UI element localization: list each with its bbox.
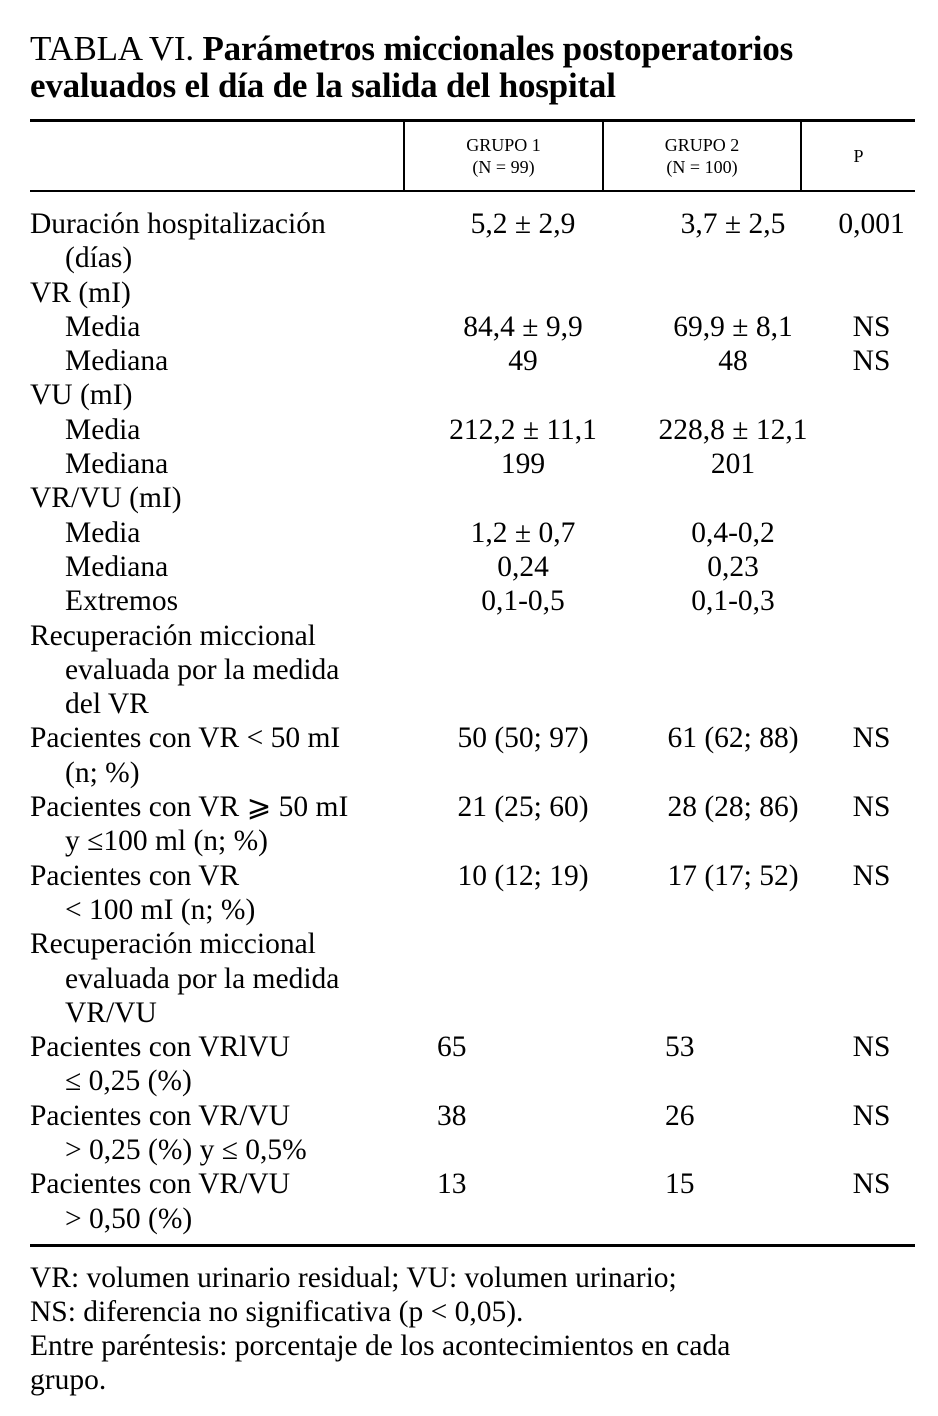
- footnote-line: Entre paréntesis: porcentaje de los acontecimientos en cada: [30, 1330, 731, 1362]
- row-label: [30, 790, 408, 859]
- row-label: [30, 378, 408, 412]
- group-1-value: [408, 276, 638, 310]
- row-label: [30, 927, 408, 1030]
- row-label-line: VR (mI): [30, 276, 131, 309]
- group-1-value: 0,1-0,5: [481, 585, 565, 618]
- footnote-line: VR: volumen urinario residual; VU: volumen urinario;: [30, 1262, 677, 1294]
- group-2-name: GRUPO 2: [664, 135, 740, 155]
- row-label: [30, 1099, 408, 1168]
- group-2-value: 17 (17; 52): [667, 859, 799, 892]
- row-label: [30, 859, 408, 928]
- row-label-line: Media: [65, 516, 141, 549]
- group-1-n: (N = 99): [472, 157, 535, 177]
- group-1-value: 13: [437, 1168, 467, 1201]
- header-group-2: [604, 121, 800, 191]
- table-row: [30, 481, 915, 515]
- row-label: [30, 276, 408, 310]
- group-1-value: 0,24: [497, 550, 549, 583]
- group-2-value: 228,8 ± 12,1: [658, 413, 808, 446]
- row-label-line: > 0,25 (%) y ≤ 0,5%: [65, 1134, 307, 1167]
- row-label-line: Mediana: [65, 345, 169, 378]
- group-2-value: [638, 276, 828, 310]
- table-row: [30, 378, 915, 412]
- group-2-value: 0,1-0,3: [691, 585, 775, 618]
- row-label-line: < 100 mI (n; %): [65, 893, 256, 926]
- row-label: [30, 413, 408, 447]
- p-value: [828, 619, 915, 722]
- row-label-line: Pacientes con VRlVU: [30, 1031, 290, 1064]
- table-row: [30, 1167, 915, 1236]
- table-number: TABLA VI.: [30, 29, 194, 68]
- header-p: [802, 121, 915, 191]
- row-label-line: VU (mI): [30, 379, 133, 412]
- group-2-value: 53: [665, 1031, 695, 1064]
- group-1-value: 49: [508, 345, 538, 378]
- row-label-line: evaluada por la medida: [65, 653, 340, 686]
- table-row: [30, 1030, 915, 1099]
- group-2-value: [638, 927, 828, 1030]
- table-row: [30, 207, 915, 276]
- data-table: [30, 207, 915, 1236]
- table-row: [30, 276, 915, 310]
- p-value: [828, 481, 915, 515]
- p-value: [828, 584, 915, 618]
- group-1-value: [408, 619, 638, 722]
- table-row: [30, 721, 915, 790]
- row-label: [30, 447, 408, 481]
- p-value: NS: [852, 345, 891, 378]
- row-label-line: Pacientes con VR ⩾ 50 mI: [30, 791, 349, 824]
- p-value: NS: [852, 310, 891, 343]
- row-label: [30, 721, 408, 790]
- bottom-rule: [30, 1244, 915, 1247]
- row-label: [30, 207, 408, 276]
- group-1-value: 1,2 ± 0,7: [470, 516, 576, 549]
- group-2-value: 26: [665, 1099, 695, 1132]
- row-label-line: Mediana: [65, 550, 169, 583]
- table-body: [30, 207, 915, 1236]
- p-value: NS: [852, 791, 891, 824]
- table-row: [30, 584, 915, 618]
- p-value: [828, 276, 915, 310]
- row-label-line: VR/VU: [65, 996, 157, 1029]
- p-value: NS: [852, 1031, 891, 1064]
- row-label: [30, 310, 408, 344]
- row-label: [30, 1030, 408, 1099]
- table-row: [30, 310, 915, 344]
- group-2-value: 61 (62; 88): [667, 722, 799, 755]
- row-label-line: Duración hospitalización: [30, 208, 326, 240]
- group-1-value: 65: [437, 1031, 467, 1064]
- group-1-name: GRUPO 1: [466, 135, 541, 155]
- group-1-value: 84,4 ± 9,9: [463, 310, 583, 343]
- group-2-value: 15: [665, 1168, 695, 1201]
- group-1-value: 38: [437, 1099, 467, 1132]
- table-row: [30, 619, 915, 722]
- group-2-value: 28 (28; 86): [667, 791, 799, 824]
- row-label-line: Mediana: [65, 448, 169, 481]
- title-line-2: evaluados el día de la salida del hospital: [30, 66, 616, 105]
- group-2-value: [638, 619, 828, 722]
- row-label-line: del VR: [65, 688, 149, 721]
- group-1-value: 5,2 ± 2,9: [470, 208, 576, 240]
- table-row: [30, 927, 915, 1030]
- group-1-value: 50 (50; 97): [457, 722, 589, 755]
- group-2-value: 48: [718, 345, 748, 378]
- row-label: [30, 550, 408, 584]
- p-value: NS: [852, 722, 891, 755]
- table-row: [30, 447, 915, 481]
- p-value: [828, 413, 915, 447]
- p-value: [828, 550, 915, 584]
- group-2-value: 0,23: [707, 550, 759, 583]
- footnote-line: grupo.: [30, 1364, 107, 1396]
- row-label: [30, 344, 408, 378]
- header-group-1: [405, 121, 602, 191]
- p-value: NS: [852, 859, 891, 892]
- group-1-value: 212,2 ± 11,1: [449, 413, 597, 446]
- row-label-line: y ≤100 ml (n; %): [65, 825, 268, 858]
- row-label-line: Pacientes con VR: [30, 859, 240, 892]
- p-value: [828, 927, 915, 1030]
- group-1-value: 10 (12; 19): [457, 859, 589, 892]
- header-rule: [30, 190, 915, 192]
- row-label: [30, 481, 408, 515]
- row-label-line: Recuperación miccional: [30, 619, 316, 652]
- row-label-line: evaluada por la medida: [65, 962, 340, 995]
- row-label-line: ≤ 0,25 (%): [65, 1065, 192, 1098]
- row-label-line: Recuperación miccional: [30, 928, 316, 961]
- row-label: [30, 584, 408, 618]
- p-value: [828, 378, 915, 412]
- row-label-line: > 0,50 (%): [65, 1202, 193, 1235]
- group-2-value: [638, 481, 828, 515]
- group-1-value: [408, 481, 638, 515]
- group-2-value: 201: [710, 448, 756, 481]
- table-row: [30, 859, 915, 928]
- table-row: [30, 1099, 915, 1168]
- row-label-line: (n; %): [65, 756, 140, 789]
- table-row: [30, 516, 915, 550]
- row-label-line: Pacientes con VR < 50 mI: [30, 722, 341, 755]
- row-label: [30, 619, 408, 722]
- title-line-1: [30, 30, 910, 67]
- group-2-n: (N = 100): [666, 157, 738, 177]
- row-label-line: Extremos: [65, 585, 179, 618]
- table-row: [30, 413, 915, 447]
- group-2-value: 3,7 ± 2,5: [680, 208, 786, 240]
- p-value: [828, 447, 915, 481]
- group-1-value: [408, 378, 638, 412]
- group-1-value: 21 (25; 60): [457, 791, 589, 824]
- row-label-line: Pacientes con VR/VU: [30, 1099, 290, 1132]
- p-value: [828, 516, 915, 550]
- row-label-line: Pacientes con VR/VU: [30, 1168, 290, 1201]
- group-2-value: 69,9 ± 8,1: [673, 310, 793, 343]
- p-value: 0,001: [838, 208, 905, 240]
- row-label-line: VR/VU (mI): [30, 482, 182, 515]
- group-2-value: [638, 378, 828, 412]
- row-label-line: Media: [65, 310, 141, 343]
- row-label: [30, 516, 408, 550]
- row-label-line: Media: [65, 413, 141, 446]
- group-1-value: [408, 927, 638, 1030]
- p-value: NS: [852, 1099, 891, 1132]
- p-value: NS: [852, 1168, 891, 1201]
- footnotes: [30, 1261, 915, 1397]
- table-row: [30, 344, 915, 378]
- p-label: P: [853, 146, 864, 166]
- row-label-line: (días): [65, 242, 133, 275]
- table-row: [30, 550, 915, 584]
- footnote-line: NS: diferencia no significativa (p < 0,05).: [30, 1296, 524, 1328]
- group-2-value: 0,4-0,2: [691, 516, 775, 549]
- table-title: [30, 30, 910, 104]
- row-label: [30, 1167, 408, 1236]
- table-row: [30, 790, 915, 859]
- title-text-1: Parámetros miccionales postoperatorios: [202, 29, 793, 68]
- group-1-value: 199: [500, 448, 546, 481]
